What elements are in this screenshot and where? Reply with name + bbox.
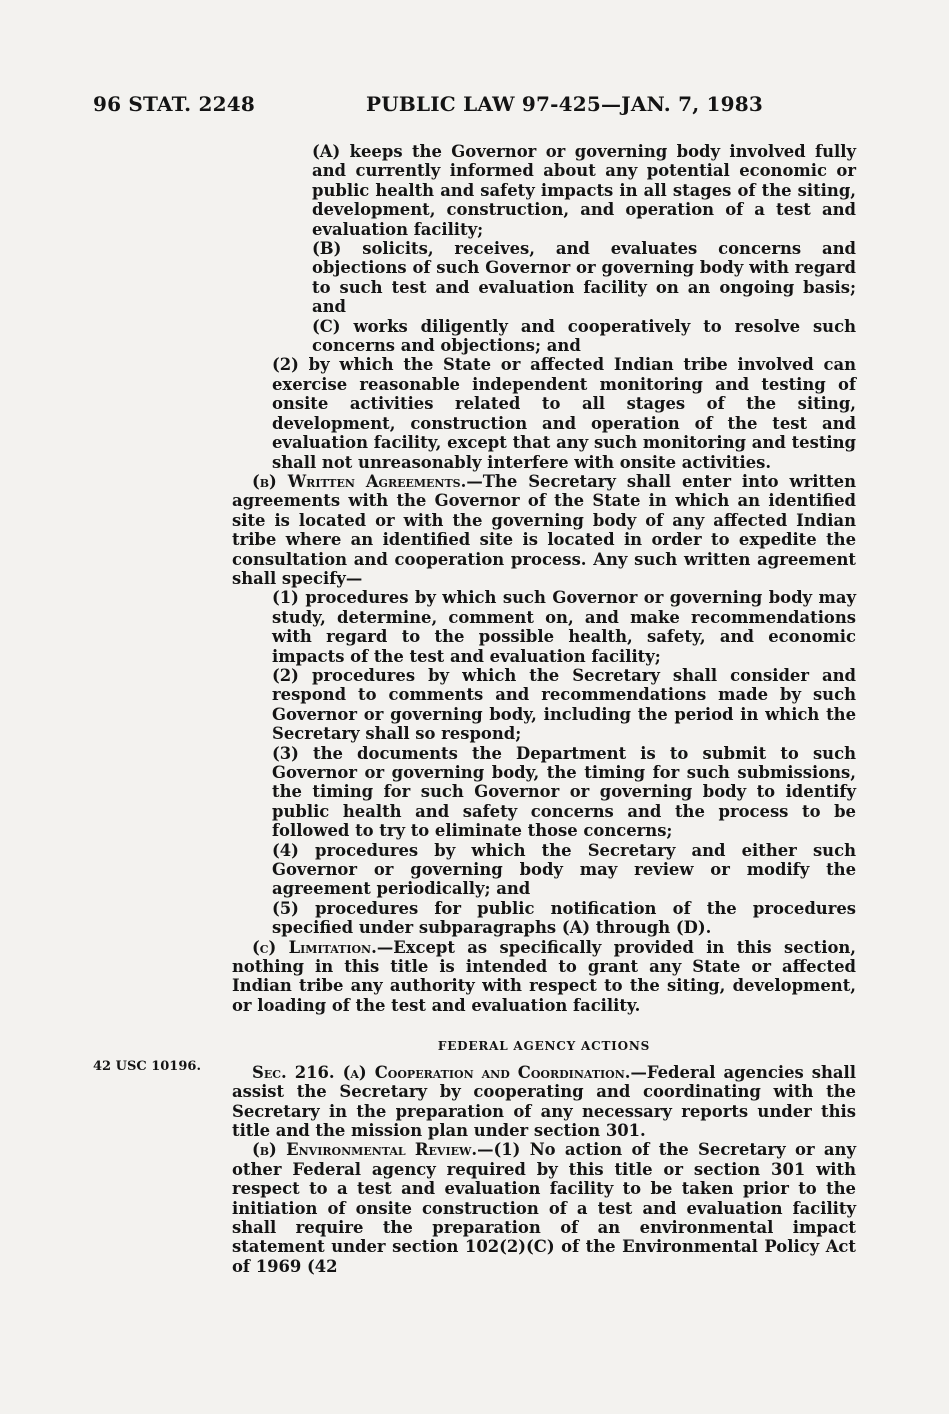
section-216-a-heading: Cooperation and Coordination. [374, 1062, 631, 1082]
section-216-a-text: —Federal agencies shall assist the Secretary by cooperating and coordinating with the Secretary in the preparation of any necessary reports under this title and the mission plan under section 301. [232, 1062, 856, 1140]
subsection-b-text: —The Secretary shall enter into written agreements with the Governor of the State in which an identified site is located or with the governing body of any affected Indian tribe where an identified site is located in order to expedite the consultation and cooperation process. Any such written agreement shall specify— [232, 471, 856, 588]
page-title: PUBLIC LAW 97-425—JAN. 7, 1983 [366, 92, 763, 116]
subsection-c-text: —Except as specifically provided in this section, nothing in this title is intended to grant any State or affected Indian tribe any authority with respect to the siting, development, or loading of the test and evaluation facility. [232, 937, 857, 1015]
stat-reference: 96 STAT. 2248 [93, 92, 255, 116]
paragraph-b-4: (4) procedures by which the Secretary and either such Governor or governing body may review or modify the agreement periodically; and [272, 840, 856, 899]
subparagraph-a-C: (C) works diligently and cooperatively to resolve such concerns and objections; and [312, 316, 856, 356]
section-216-b-heading: (b) Environmental Review. [252, 1140, 478, 1160]
body-text [232, 142, 856, 1276]
paragraph-b-2: (2) procedures by which the Secretary shall consider and respond to comments and recommendations made by such Governor or governing body, including the period in which the Secretary shall so respond; [272, 665, 856, 744]
section-heading: FEDERAL AGENCY ACTIONS [437, 1039, 651, 1054]
paragraph-b-5: (5) procedures for public notification of the procedures specified under subparagraphs (A) through (D). [272, 898, 856, 938]
subsection-b [232, 472, 856, 588]
subsection-b-heading: (b) Written Agreements. [252, 471, 467, 491]
subsection-c [232, 938, 856, 1016]
section-216-b [232, 1140, 856, 1276]
subsection-c-heading: (c) Limitation. [252, 937, 377, 957]
section-216-b-text: —(1) No action of the Secretary or any other Federal agency required by this title or section 301 with respect to a test and evaluation facility to be taken prior to the initiation of onsite construction of a test and evaluation facility shall require the preparation of an environmental impact statement under section 102(2)(C) of the Environmental Policy Act of 1969 (42 [232, 1140, 856, 1276]
paragraph-a-2: (2) by which the State or affected Indian tribe involved can exercise reasonable independent monitoring and testing of onsite activities related to all stages of the siting, development, construction and operation of the test and evaluation facility, except that any such monitoring and testing shall not unreasonably interfere with onsite activities. [272, 355, 856, 472]
section-216-prefix: Sec. 216. (a) [252, 1062, 375, 1082]
usc-margin-note: 42 USC 10196. [93, 1059, 201, 1074]
subparagraph-a-A: (A) keeps the Governor or governing body involved fully and currently informed about any potential economic or public health and safety impacts in all stages of the siting, development, construction, and operation of a test and evaluation facility; [312, 142, 856, 239]
subparagraph-a-B: (B) solicits, receives, and evaluates concerns and objections of such Governor or governing body with regard to such test and evaluation facility on an ongoing basis; and [312, 239, 856, 317]
paragraph-b-1: (1) procedures by which such Governor or governing body may study, determine, comment on, and make recommendations with regard to the possible health, safety, and economic impacts of the test and evaluation facility; [272, 588, 856, 666]
paragraph-b-3: (3) the documents the Department is to submit to such Governor or governing body, the timing for such submissions, the timing for such Governor or governing body to identify public health and safety concerns and the process to be followed to try to eliminate those concerns; [272, 743, 856, 841]
section-216-a [232, 1063, 856, 1141]
